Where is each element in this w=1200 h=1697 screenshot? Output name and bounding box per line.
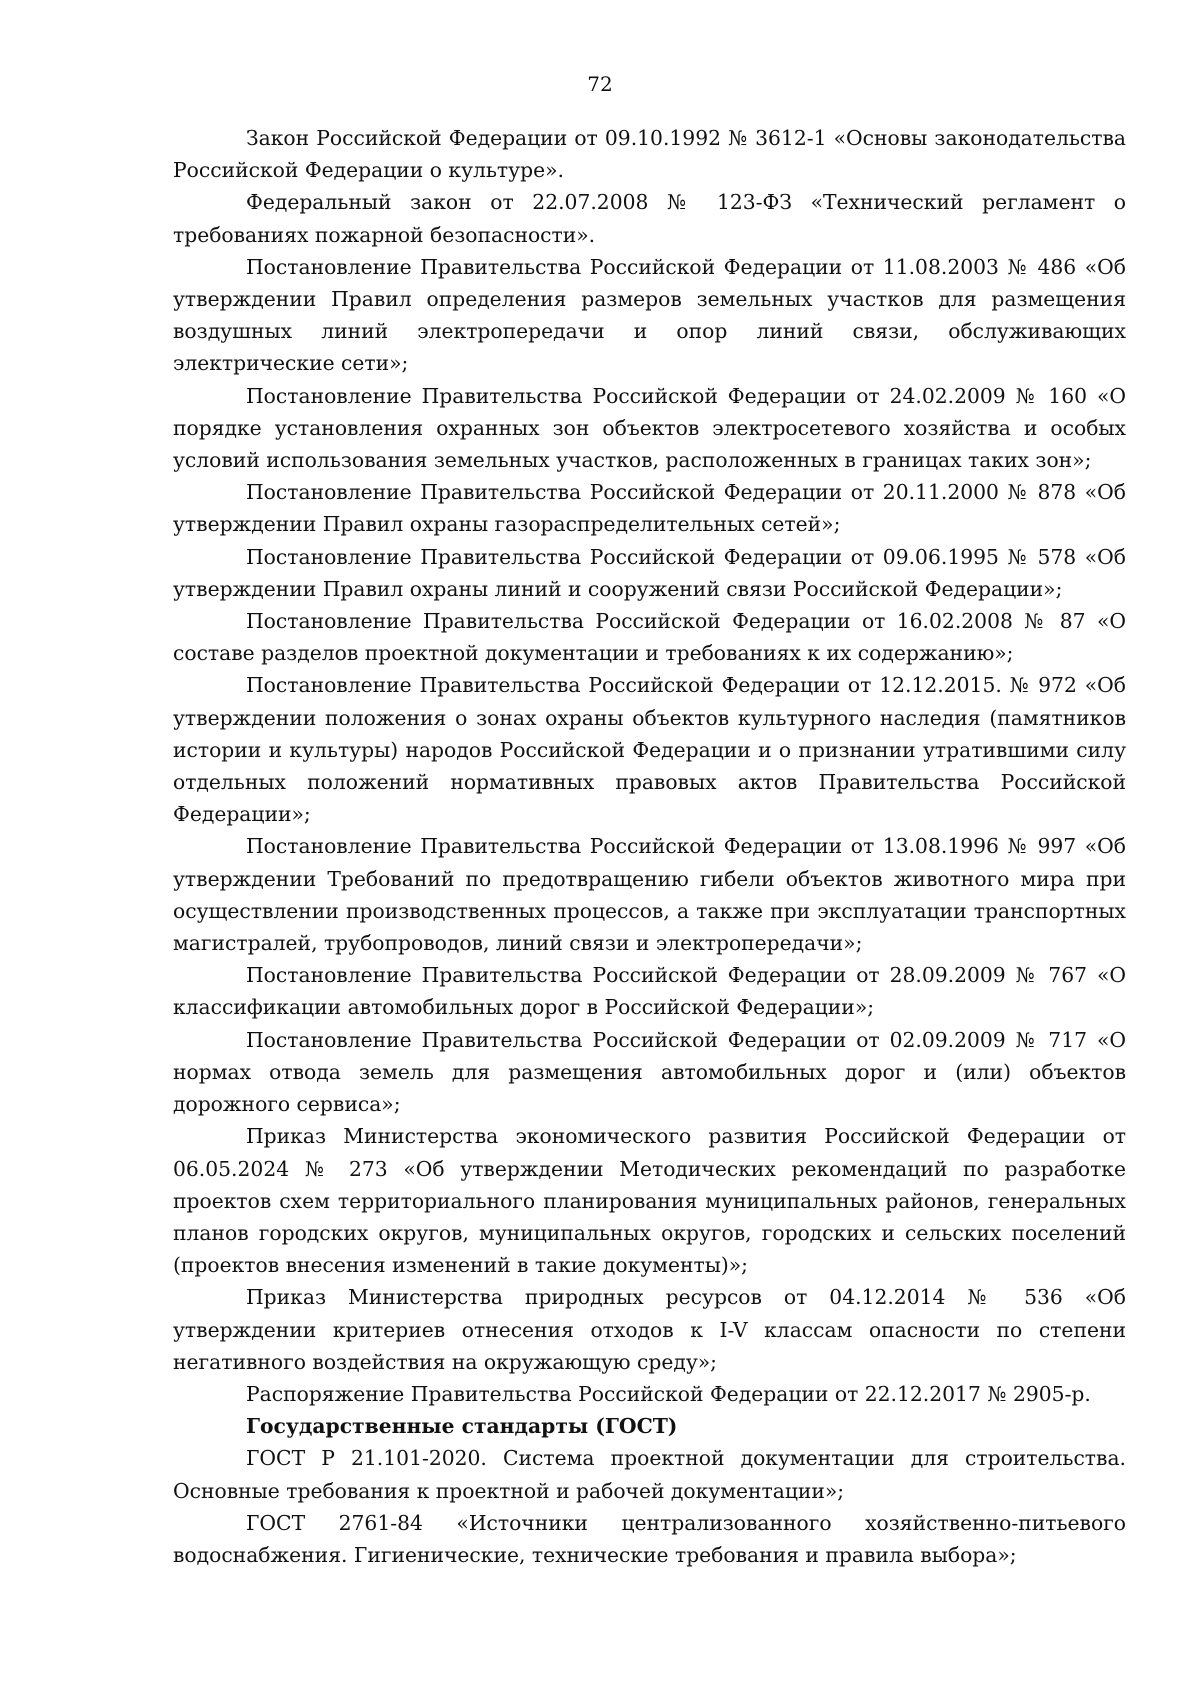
paragraph-resolution-767: Постановление Правительства Российской Федерации от 28.09.2009 № 767 «О классификации автомобильных дорог в Российской Федерации»; (173, 963, 1126, 1020)
paragraph-gost-2761: ГОСТ 2761-84 «Источники централизованного хозяйственно-питьевого водоснабжения. Гигиенические, технические требования и правила выбора»; (173, 1510, 1126, 1567)
paragraph-order-273: Приказ Министерства экономического развития Российской Федерации от 06.05.2024 № 273 «Об утверждении Методических рекомендаций по разработке проектов схем территориального планирования муниципальных районов, генеральных планов городских округов, муниципальных округов, городских и сельских поселений (проектов внесения изменений в такие документы)»; (173, 1124, 1126, 1278)
paragraph-resolution-878: Постановление Правительства Российской Федерации от 20.11.2000 № 878 «Об утверждении Правил охраны газораспределительных сетей»; (173, 480, 1126, 537)
paragraph-resolution-578: Постановление Правительства Российской Федерации от 09.06.1995 № 578 «Об утверждении Правил охраны линий и сооружений связи Российской Федерации»; (173, 544, 1126, 601)
paragraph-fire-safety-law: Федеральный закон от 22.07.2008 № 123-ФЗ «Технический регламент о требованиях пожарной безопасности». (173, 190, 1126, 247)
page-number: 72 (587, 72, 613, 96)
paragraph-resolution-486: Постановление Правительства Российской Федерации от 11.08.2003 № 486 «Об утверждении Правил определения размеров земельных участков для размещения воздушных линий электропередачи и опор линий связи, обслуживающих электрические сети»; (173, 254, 1126, 376)
paragraph-order-536: Приказ Министерства природных ресурсов от 04.12.2014 № 536 «Об утверждении критериев отнесения отходов к I-V классам опасности по степени негативного воздействия на окружающую среду»; (173, 1285, 1126, 1374)
paragraph-resolution-87: Постановление Правительства Российской Федерации от 16.02.2008 № 87 «О составе разделов проектной документации и требованиях к их содержанию»; (173, 609, 1126, 666)
paragraph-resolution-160: Постановление Правительства Российской Федерации от 24.02.2009 № 160 «О порядке установления охранных зон объектов электросетевого хозяйства и особых условий использования земельных участков, расположенных в границах таких зон»; (173, 383, 1126, 473)
paragraph-decree-2905: Распоряжение Правительства Российской Федерации от 22.12.2017 № 2905-р. (246, 1381, 1091, 1406)
paragraph-law-culture: Закон Российской Федерации от 09.10.1992 № 3612-1 «Основы законодательства Российской Федерации о культуре». (173, 126, 1126, 183)
paragraph-gost-21-101: ГОСТ Р 21.101-2020. Система проектной документации для строительства. Основные требования к проектной и рабочей документации»; (173, 1446, 1126, 1503)
paragraph-resolution-997: Постановление Правительства Российской Федерации от 13.08.1996 № 997 «Об утверждении Требований по предотвращению гибели объектов животного мира при осуществлении производственных процессов, а также при эксплуатации транспортных магистралей, трубопроводов, линий связи и электропередачи»; (173, 834, 1126, 956)
section-heading-gost: Государственные стандарты (ГОСТ) (246, 1414, 678, 1439)
paragraph-resolution-972: Постановление Правительства Российской Федерации от 12.12.2015. № 972 «Об утверждении положения о зонах охраны объектов культурного наследия (памятников истории и культуры) народов Российской Федерации и о признании утратившими силу отдельных положений нормативных правовых актов Правительства Российской Федерации»; (173, 673, 1126, 827)
document-body (173, 122, 1126, 1571)
paragraph-resolution-717: Постановление Правительства Российской Федерации от 02.09.2009 № 717 «О нормах отвода земель для размещения автомобильных дорог и (или) объектов дорожного сервиса»; (173, 1027, 1126, 1117)
